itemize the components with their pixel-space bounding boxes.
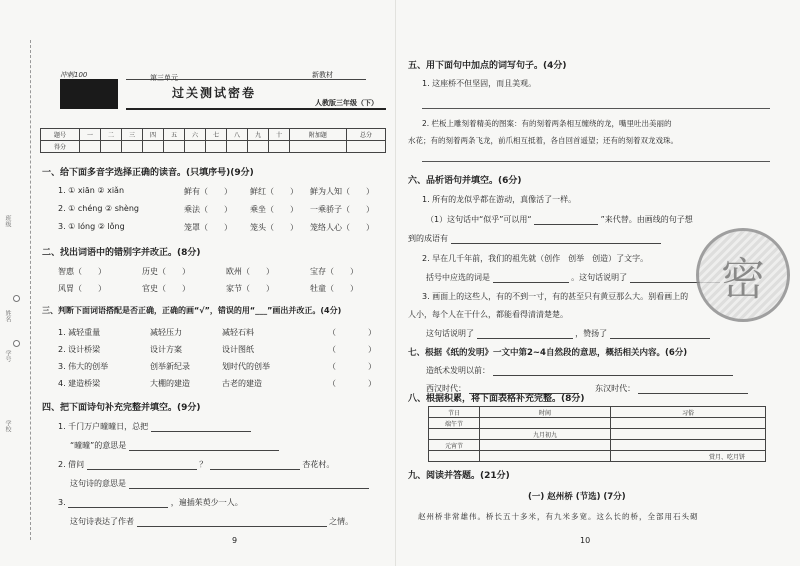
grade-label: 人教版三年级（下） [315, 99, 378, 107]
phrase-item: 划时代的创举 [222, 362, 270, 371]
section-7-title: 七、根据《纸的发明》一文中第2~4自然段的意思，概括相关内容。(6分) [408, 348, 688, 358]
stamp-glyph: 密 [721, 254, 765, 305]
table-head-cell: 时间 [480, 407, 611, 418]
score-cell: 四 [142, 129, 163, 141]
phrase-item: 4. 建造桥梁 [58, 379, 101, 388]
typo-item[interactable]: 官史（ ） [142, 284, 190, 293]
answer-line[interactable] [451, 234, 661, 244]
sentence-text: 。这句话说明了 [571, 273, 628, 282]
binding-strip [0, 40, 31, 540]
section-2-title: 二、找出词语中的错别字并改正。(8分) [42, 248, 201, 258]
score-cell: 二 [100, 129, 121, 141]
score-cell: 十 [268, 129, 289, 141]
score-cell: 题号 [41, 129, 80, 141]
table-head-cell: 习俗 [611, 407, 766, 418]
score-cell: 九 [247, 129, 268, 141]
binding-hole [13, 340, 20, 347]
sentence [422, 291, 688, 302]
poem-text: 之情。 [329, 517, 354, 526]
score-table-score-row [41, 141, 386, 153]
summary-label: 西汉时代： [426, 384, 466, 393]
secret-seal-stamp [696, 228, 790, 322]
section-9-title: 九、阅读并答题。(21分) [408, 471, 510, 481]
sentence [408, 309, 568, 320]
answer-line[interactable] [151, 422, 251, 432]
table-row [429, 418, 766, 429]
festival-head-row [429, 407, 766, 418]
score-cell: 总分 [346, 129, 385, 141]
binding-class-label: 班级 [4, 215, 11, 227]
poem-line [58, 421, 251, 432]
section-1-title: 一、给下面多音字选择正确的读音。(只填序号)(9分) [42, 168, 254, 178]
reading-options: 1. ① xiān ② xiǎn [58, 186, 125, 195]
table-row [429, 429, 766, 440]
sentence-text: 2. 早在几千年前，我们的祖先就（创作 创举 创造）了文字。 [422, 254, 649, 263]
answer-line[interactable] [129, 441, 279, 451]
score-input-cell[interactable] [163, 141, 184, 153]
score-input-cell[interactable] [79, 141, 100, 153]
judgement-blank[interactable]: （ ） [328, 379, 376, 388]
phrase-item: 减轻石料 [222, 328, 254, 337]
section-6-title: 六、品析语句并填空。(6分) [408, 176, 522, 186]
sentence-text: 人小，每个人在干什么，都能看得清清楚楚。 [408, 310, 568, 319]
table-row [429, 451, 766, 462]
score-input-cell[interactable] [121, 141, 142, 153]
sentence-text: 到的成语有 [408, 234, 448, 243]
score-cell: 八 [226, 129, 247, 141]
table-head-cell: 节日 [429, 407, 480, 418]
phrase-item: 3. 伟大的创举 [58, 362, 109, 371]
score-input-cell[interactable] [289, 141, 346, 153]
poem-text: 杏花村。 [302, 460, 335, 469]
table-cell[interactable] [611, 440, 766, 451]
answer-line[interactable] [493, 366, 733, 376]
poem-text: 3. [58, 498, 66, 507]
poem-line [70, 478, 369, 489]
table-cell: 赏月、吃月饼 [611, 451, 766, 462]
binding-id-label: 学号 [4, 350, 11, 362]
phrase-item: 古老的建造 [222, 379, 262, 388]
sentence [422, 78, 536, 89]
answer-blank[interactable]: 乘法（ ） [184, 205, 232, 214]
answer-line[interactable] [610, 329, 710, 339]
answer-line[interactable] [422, 108, 770, 109]
score-cell: 五 [163, 129, 184, 141]
sentence-text: （1）这句话中“似乎”可以用“ [426, 215, 532, 224]
page-number: 9 [232, 536, 238, 545]
score-input-cell[interactable] [268, 141, 289, 153]
edition-tag: 新教材 [312, 71, 333, 79]
section-3-title: 三、判断下面词语搭配是否正确，正确的画“√”，错误的用“___”画出并改正。(4分) [42, 306, 342, 315]
typo-item[interactable]: 牡童（ ） [310, 284, 358, 293]
table-cell[interactable] [429, 429, 480, 440]
section-8-title: 八、根据积累，将下面表格补充完整。(8分) [408, 394, 585, 404]
judgement-blank[interactable]: （ ） [328, 328, 376, 337]
poem-text: “曈曈”的意思是 [70, 441, 127, 450]
summary-label: 造纸术发明以前： [426, 366, 490, 375]
typo-item[interactable]: 宝存（ ） [310, 267, 358, 276]
typo-item[interactable]: 风胃（ ） [58, 284, 106, 293]
reading-paragraph: 赵州桥非常雄伟。桥长五十多米，有九米多宽。这么长的桥，全部用石头砌 [418, 512, 699, 521]
table-cell: 元宵节 [429, 440, 480, 451]
answer-line[interactable] [534, 215, 598, 225]
poem-text: ？ [199, 460, 208, 469]
table-cell[interactable] [480, 418, 611, 429]
answer-line[interactable] [422, 161, 770, 162]
answer-blank[interactable]: 笼头（ ） [250, 223, 298, 232]
page-number: 10 [580, 536, 591, 545]
sentence [422, 118, 672, 129]
left-page [36, 8, 388, 558]
score-input-cell[interactable] [184, 141, 205, 153]
sentence [408, 233, 661, 244]
section-4-title: 四、把下面诗句补充完整并填空。(9分) [42, 403, 201, 413]
poem-line [58, 459, 334, 470]
table-cell[interactable] [611, 429, 766, 440]
score-table-head-row [41, 129, 386, 141]
sentence-text: 2. 栏板上雕刻着精美的图案：有的刻着两条相互缠绕的龙，嘴里吐出美丽的 [422, 119, 672, 128]
score-input-cell[interactable] [346, 141, 385, 153]
sentence [422, 253, 648, 264]
typo-item[interactable]: 智惠（ ） [58, 267, 106, 276]
festival-table [428, 406, 766, 462]
answer-line[interactable] [68, 498, 168, 508]
table-cell: 端午节 [429, 418, 480, 429]
sentence-text: 3. 画面上的这些人，有的不到一寸，有的甚至只有黄豆那么大。别看画上的 [422, 292, 689, 301]
table-cell[interactable] [480, 440, 611, 451]
score-input-cell[interactable] [142, 141, 163, 153]
answer-blank[interactable]: 笼络人心（ ） [310, 223, 374, 232]
poem-text: 2. 借问 [58, 460, 85, 469]
table-cell: 九月初九 [480, 429, 611, 440]
score-label-cell: 得分 [41, 141, 80, 153]
table-cell[interactable] [429, 451, 480, 462]
exam-header [60, 70, 383, 112]
typo-item[interactable]: 家节（ ） [226, 284, 274, 293]
summary-label: 东汉时代： [595, 384, 636, 393]
phrase-item: 减轻压力 [150, 328, 182, 337]
poem-text: 这句诗的意思是 [70, 479, 126, 488]
score-input-cell[interactable] [247, 141, 268, 153]
binding-school-label: 学校 [4, 420, 11, 432]
score-input-cell[interactable] [205, 141, 226, 153]
header-rule [126, 108, 386, 110]
phrase-item: 设计图纸 [222, 345, 254, 354]
poem-text: 这句诗表达了作者 [70, 517, 134, 526]
phrase-item: 2. 设计桥梁 [58, 345, 101, 354]
poem-line [58, 497, 243, 508]
table-row [429, 440, 766, 451]
phrase-item: 设计方案 [150, 345, 182, 354]
answer-line[interactable] [477, 329, 573, 339]
sentence-text: 1. 所有的龙似乎都在游动，真像活了一样。 [422, 195, 577, 204]
answer-line[interactable] [137, 517, 327, 527]
score-table [40, 128, 386, 153]
answer-blank[interactable]: 鲜红（ ） [250, 187, 298, 196]
sentence-text: ，赞扬了 [575, 329, 608, 338]
binding-name-label: 姓名 [4, 310, 11, 322]
binding-hole [13, 295, 20, 302]
score-cell: 七 [205, 129, 226, 141]
poem-line [70, 516, 353, 527]
answer-blank[interactable]: 鲜为人知（ ） [310, 187, 374, 196]
poem-line [70, 440, 279, 451]
sentence-text: ”来代替。由画线的句子想 [600, 215, 693, 224]
typo-item[interactable]: 历史（ ） [142, 267, 190, 276]
summary-line [426, 365, 733, 376]
page-title: 过关测试密卷 [172, 86, 257, 100]
phrase-item: 大棚的建造 [150, 379, 190, 388]
unit-label: 第三单元 [150, 74, 178, 82]
answer-blank[interactable]: 乘坐（ ） [250, 205, 298, 214]
score-cell: 六 [184, 129, 205, 141]
poem-text: 1. 千门万户曈曈日，总把 [58, 422, 149, 431]
section-5-title: 五、用下面句中加点的词写句子。(4分) [408, 61, 567, 71]
sentence-text: 这句话说明了 [426, 329, 474, 338]
right-page [402, 8, 794, 558]
sentence [422, 194, 576, 205]
judgement-blank[interactable]: （ ） [328, 345, 376, 354]
sentence-text: 水花；有的刻着两条飞龙，前爪相互抵着，各自回首遥望；还有的刻着双龙戏珠。 [408, 136, 678, 145]
answer-blank[interactable]: 笼罩（ ） [184, 223, 232, 232]
sentence [426, 272, 720, 283]
header-black-block [60, 79, 118, 109]
answer-line[interactable] [493, 273, 569, 283]
reading-subtitle: (一) 赵州桥 (节选) (7分) [528, 492, 626, 502]
reading-options: 2. ① chéng ② shèng [58, 204, 139, 213]
answer-line[interactable] [638, 384, 748, 394]
sentence-text: 括号中应选的词是 [426, 273, 490, 282]
score-cell: 一 [79, 129, 100, 141]
score-cell: 附加题 [289, 129, 346, 141]
sentence-text: 1. 这座桥不但坚固，而且美观。 [422, 79, 537, 88]
answer-blank[interactable]: 鲜有（ ） [184, 187, 232, 196]
table-cell[interactable] [480, 451, 611, 462]
answer-line[interactable] [87, 460, 197, 470]
judgement-blank[interactable]: （ ） [328, 362, 376, 371]
sentence [426, 214, 693, 225]
reading-options: 3. ① lóng ② lǒng [58, 222, 125, 231]
page-divider [395, 0, 396, 566]
poem-text: ，遍插茱萸少一人。 [170, 498, 243, 507]
answer-line[interactable] [210, 460, 300, 470]
phrase-item: 1. 减轻重量 [58, 328, 101, 337]
phrase-item: 创举新纪录 [150, 362, 190, 371]
brand-logo: 冲刺100 [60, 71, 88, 79]
answer-line[interactable] [129, 479, 369, 489]
sentence [426, 328, 710, 339]
score-input-cell[interactable] [100, 141, 121, 153]
answer-blank[interactable]: 一乘骄子（ ） [310, 205, 374, 214]
score-input-cell[interactable] [226, 141, 247, 153]
sentence [408, 135, 678, 146]
table-cell[interactable] [611, 418, 766, 429]
typo-item[interactable]: 欧州（ ） [226, 267, 274, 276]
score-cell: 三 [121, 129, 142, 141]
